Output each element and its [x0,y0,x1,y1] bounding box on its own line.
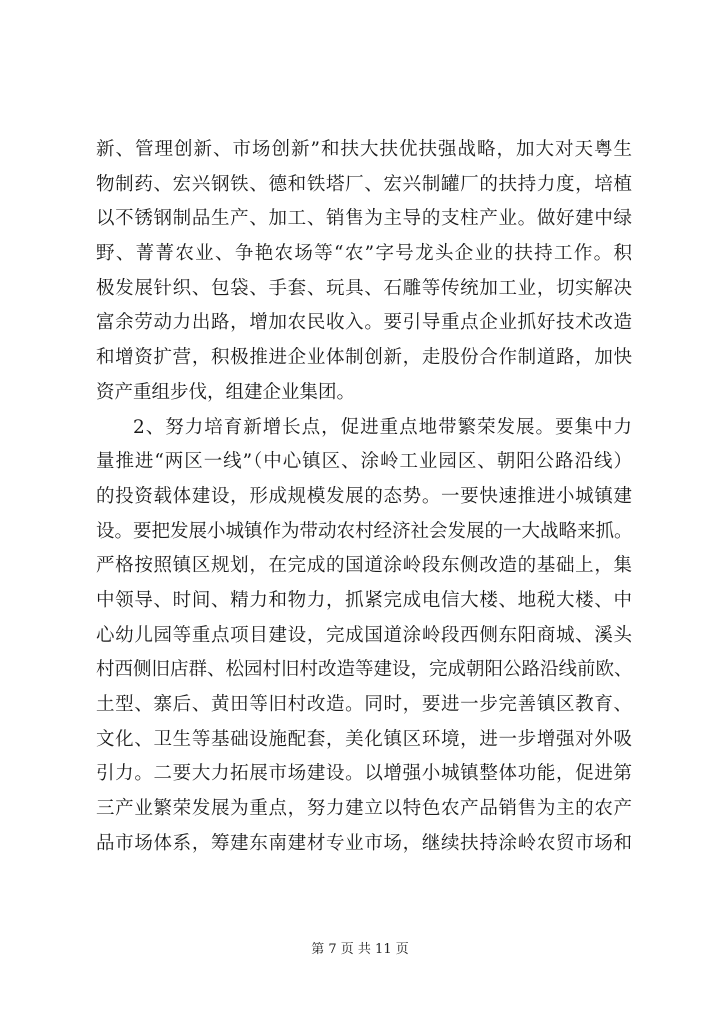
text-line: 三产业繁荣发展为重点，努力建立以特色农产品销售为主的农产 [96,798,632,820]
text-line: 严格按照镇区规划，在完成的国道涂岭段东侧改造的基础上，集 [96,555,632,577]
document-body [96,133,632,861]
text-line: 极发展针织、包袋、手套、玩具、石雕等传统加工业，切实解决 [96,277,632,299]
text-line: 以不锈钢制品生产、加工、销售为主导的支柱产业。做好建中绿 [96,208,632,230]
text-line: 富余劳动力出路，增加农民收入。要引导重点企业抓好技术改造 [96,312,632,334]
text-line: 心幼儿园等重点项目建设，完成国道涂岭段西侧东阳商城、溪头 [96,624,632,646]
text-line: 品市场体系，筹建东南建材专业市场，继续扶持涂岭农贸市场和 [96,832,632,854]
text-line: 和增资扩营，积极推进企业体制创新，走股份合作制道路，加快 [96,347,632,369]
text-line: 的投资载体建设，形成规模发展的态势。一要快速推进小城镇建 [96,485,632,507]
page-number-footer: 第 7 页 共 11 页 [311,942,409,957]
text-line: 资产重组步伐，组建企业集团。 [96,381,356,403]
text-line: 村西侧旧店群、松园村旧村改造等建设，完成朝阳公路沿线前欧、 [96,659,633,681]
text-line: 中领导、时间、精力和物力，抓紧完成电信大楼、地税大楼、中 [96,589,632,611]
text-line: 物制药、宏兴钢铁、德和铁塔厂、宏兴制罐厂的扶持力度，培植 [96,173,632,195]
text-line: 土型、寨后、黄田等旧村改造。同时，要进一步完善镇区教育、 [96,694,632,715]
text-line: 野、菁菁农业、争艳农场等“农”字号龙头企业的扶持工作。积 [96,243,632,265]
text-line: 新、管理创新、市场创新”和扶大扶优扶强战略，加大对天粤生 [96,139,632,160]
text-line: 2、努力培育新增长点，促进重点地带繁荣发展。要集中力 [133,416,632,438]
text-line: 文化、卫生等基础设施配套，美化镇区环境，进一步增强对外吸 [96,728,632,750]
text-line: 量推进“两区一线”（中心镇区、涂岭工业园区、朝阳公路沿线） [96,451,632,473]
text-line: 设。要把发展小城镇作为带动农村经济社会发展的一大战略来抓。 [96,520,633,542]
text-line: 引力。二要大力拓展市场建设。以增强小城镇整体功能，促进第 [96,763,632,785]
